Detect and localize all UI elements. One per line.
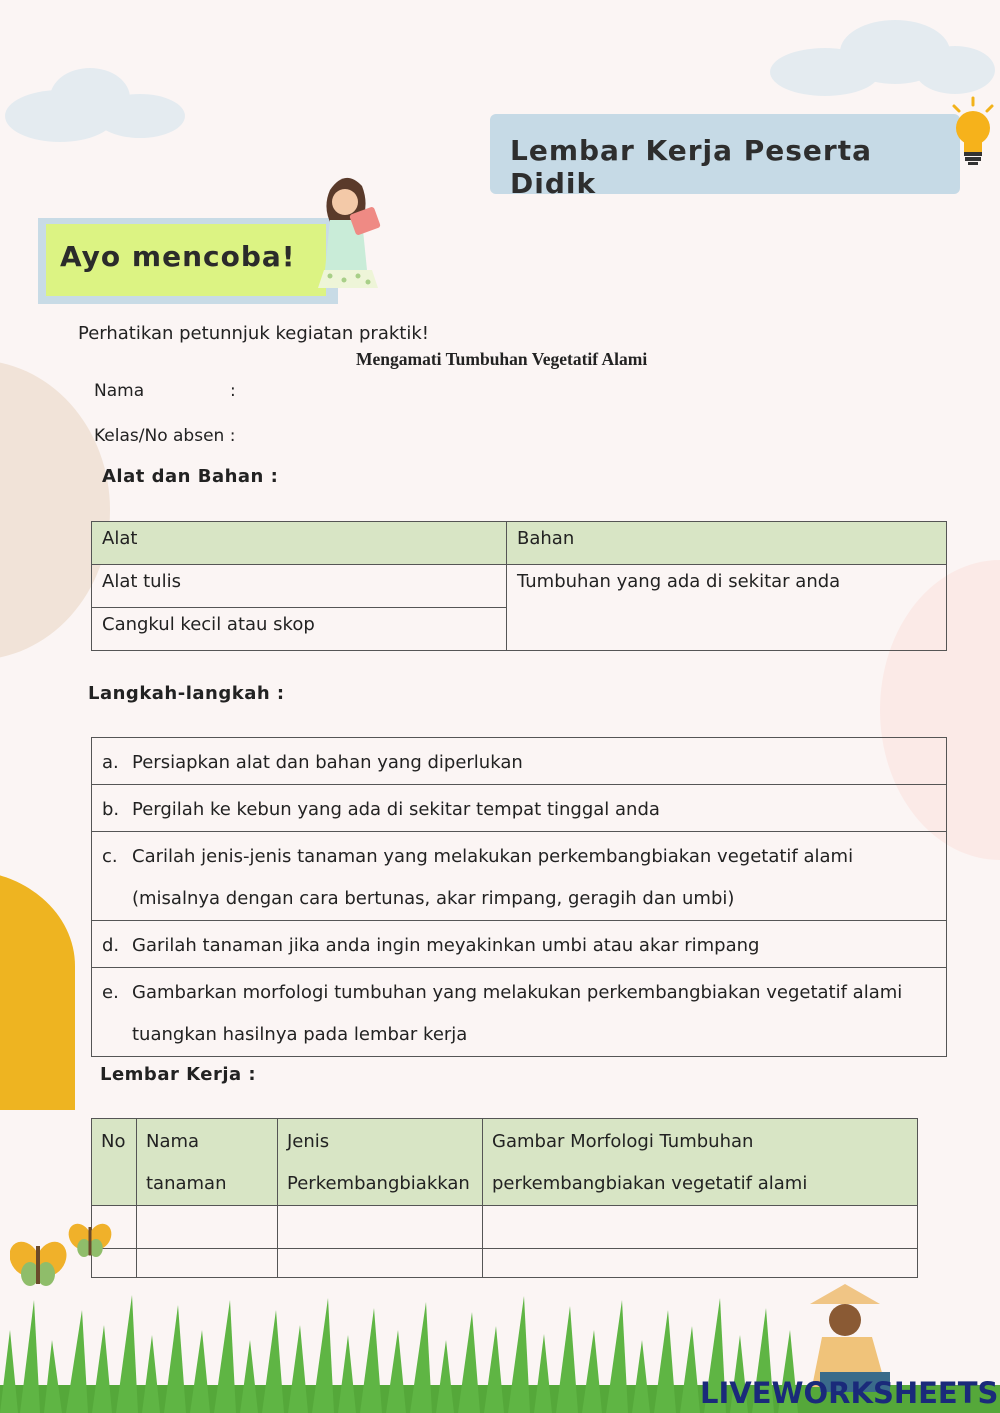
step-letter: c. bbox=[102, 846, 118, 867]
input-cell[interactable] bbox=[483, 1249, 918, 1278]
alat-column-header: Alat bbox=[92, 522, 507, 565]
jenis-column-header bbox=[278, 1119, 483, 1206]
input-cell[interactable] bbox=[137, 1249, 278, 1278]
step-letter: d. bbox=[102, 935, 120, 956]
gambar-header-line: Gambar Morfologi Tumbuhan bbox=[492, 1131, 754, 1152]
input-cell[interactable] bbox=[278, 1206, 483, 1249]
nama-column-header bbox=[137, 1119, 278, 1206]
step-text: Garilah tanaman jika anda ingin meyakinkan umbi atau akar rimpang bbox=[132, 935, 760, 956]
alat-bahan-heading: Alat dan Bahan : bbox=[102, 466, 279, 487]
page-title: Lembar Kerja Peserta Didik bbox=[510, 134, 873, 200]
nama-label: Nama bbox=[94, 381, 145, 401]
page-title-banner bbox=[490, 114, 960, 200]
step-text: Carilah jenis-jenis tanaman yang melakukan perkembangbiakan vegetatif alami bbox=[132, 846, 854, 867]
step-row bbox=[92, 785, 947, 832]
step-letter: e. bbox=[102, 982, 119, 1003]
activity-tag bbox=[46, 224, 326, 296]
nama-colon: : bbox=[230, 381, 236, 401]
instruction-text: Perhatikan petunnjuk kegiatan praktik! bbox=[78, 323, 429, 344]
butterfly-icon bbox=[10, 1208, 120, 1300]
input-cell[interactable] bbox=[278, 1249, 483, 1278]
activity-tag-label: Ayo mencoba! bbox=[60, 240, 296, 273]
nama-header-line: tanaman bbox=[146, 1173, 227, 1194]
step-letter: a. bbox=[102, 752, 119, 773]
step-text: Gambarkan morfologi tumbuhan yang melakukan perkembangbiakan vegetatif alami bbox=[132, 982, 903, 1003]
decorative-blob-gold bbox=[0, 870, 75, 1110]
bahan-column-header: Bahan bbox=[507, 522, 947, 565]
table-row bbox=[92, 1249, 918, 1278]
input-cell[interactable] bbox=[483, 1206, 918, 1249]
activity-subtitle: Mengamati Tumbuhan Vegetatif Alami bbox=[356, 349, 648, 369]
step-text: Pergilah ke kebun yang ada di sekitar tempat tinggal anda bbox=[132, 799, 660, 820]
alat-cell: Alat tulis bbox=[92, 565, 507, 608]
step-text: Persiapkan alat dan bahan yang diperlukan bbox=[132, 752, 523, 773]
gambar-header-line: perkembangbiakan vegetatif alami bbox=[492, 1173, 808, 1194]
lembar-kerja-heading: Lembar Kerja : bbox=[100, 1064, 257, 1085]
alat-bahan-table bbox=[91, 521, 947, 651]
table-row bbox=[92, 1206, 918, 1249]
jenis-header-line: Perkembangbiakkan bbox=[287, 1173, 470, 1194]
watermark: LIVEWORKSHEETS bbox=[700, 1376, 999, 1410]
step-row bbox=[92, 921, 947, 968]
steps-table bbox=[91, 737, 947, 1057]
step-row bbox=[92, 968, 947, 1057]
jenis-header-line: Jenis bbox=[287, 1131, 330, 1152]
alat-cell: Cangkul kecil atau skop bbox=[92, 608, 507, 651]
bahan-cell: Tumbuhan yang ada di sekitar anda bbox=[507, 565, 947, 651]
step-text: (misalnya dengan cara bertunas, akar rimpang, geragih dan umbi) bbox=[132, 888, 735, 909]
step-row bbox=[92, 738, 947, 785]
kelas-label: Kelas/No absen : bbox=[94, 426, 236, 446]
step-row bbox=[92, 832, 947, 921]
langkah-heading: Langkah-langkah : bbox=[88, 683, 285, 704]
lightbulb-icon bbox=[948, 96, 998, 170]
girl-reading-illustration bbox=[300, 170, 390, 290]
step-letter: b. bbox=[102, 799, 120, 820]
nama-header-line: Nama bbox=[146, 1131, 200, 1152]
step-text: tuangkan hasilnya pada lembar kerja bbox=[132, 1024, 468, 1045]
no-column-header: No bbox=[92, 1119, 137, 1206]
gambar-column-header bbox=[483, 1119, 918, 1206]
worksheet-table bbox=[91, 1118, 918, 1278]
cloud-icon bbox=[0, 58, 190, 148]
input-cell[interactable] bbox=[137, 1206, 278, 1249]
cloud-icon bbox=[765, 12, 1000, 107]
